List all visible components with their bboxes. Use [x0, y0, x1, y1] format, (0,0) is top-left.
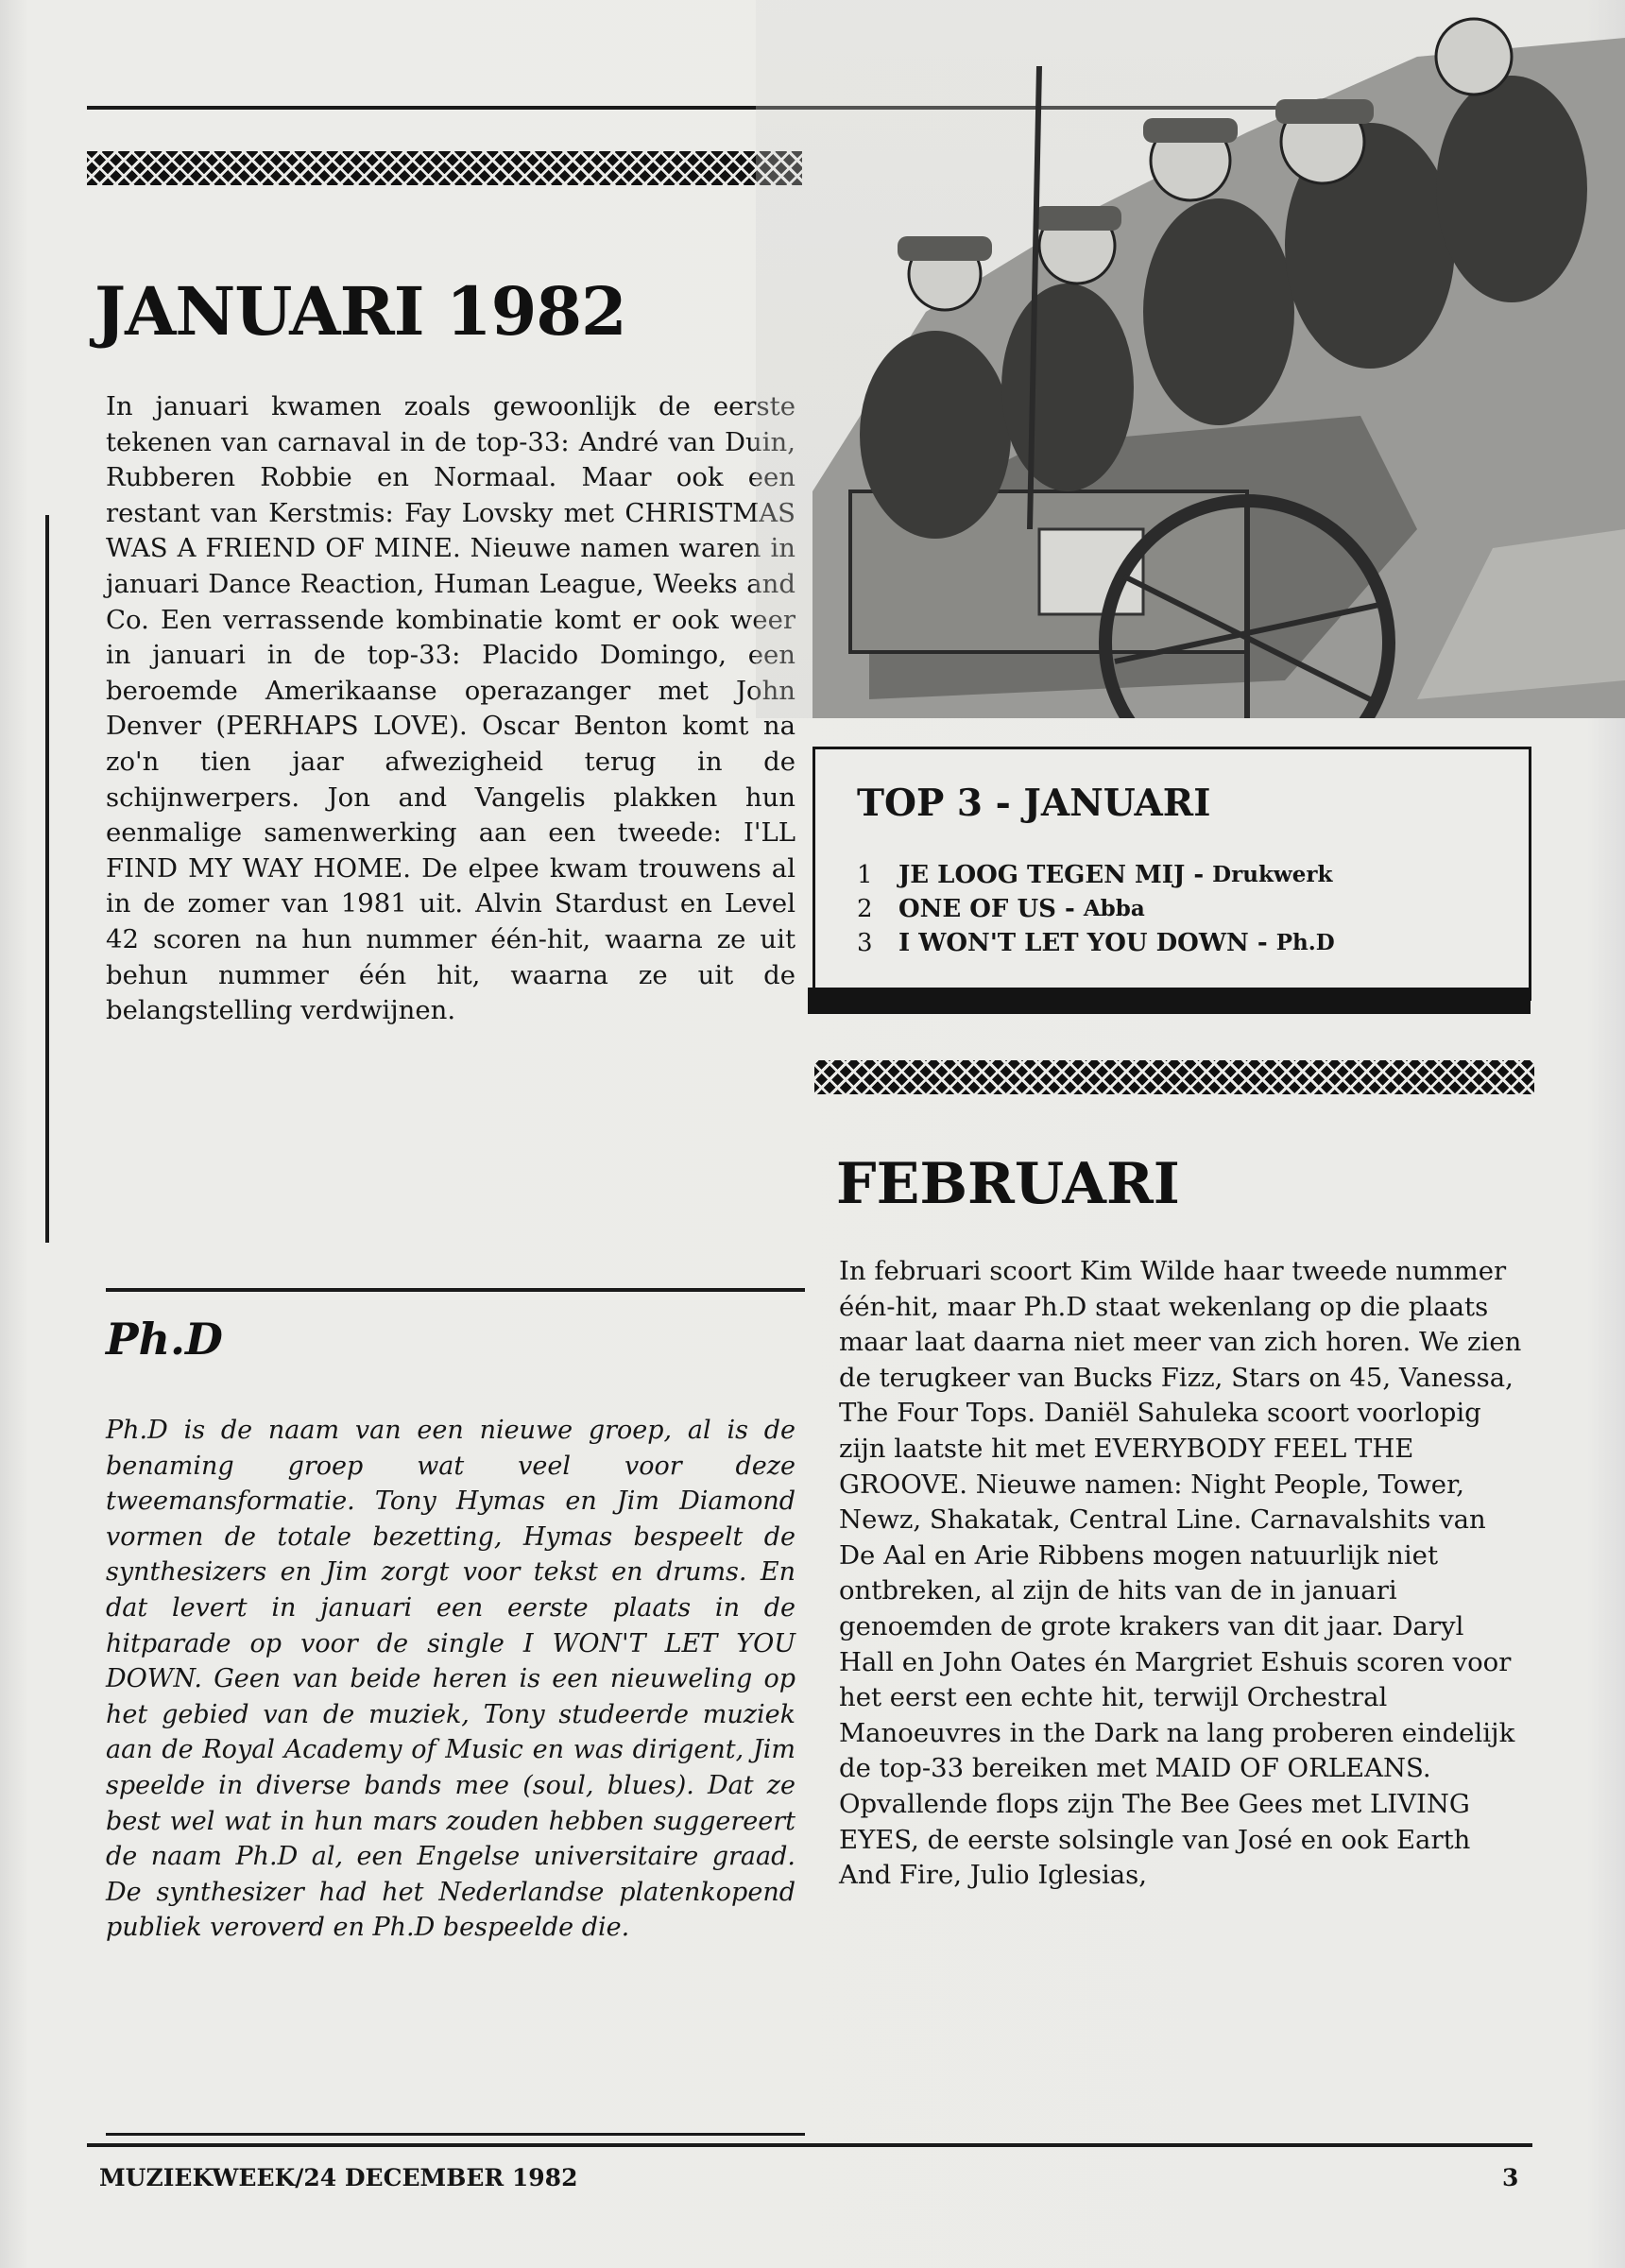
top3-song: JE LOOG TEGEN MIJ	[898, 861, 1186, 889]
top3-rank: 2	[857, 895, 873, 923]
top3-list	[857, 858, 1335, 960]
phd-bottom-rule	[106, 2133, 805, 2136]
band-photo-illustration	[756, 0, 1625, 718]
top3-item	[857, 926, 1335, 960]
top3-artist: Drukwerk	[1212, 862, 1333, 887]
february-body: In februari scoort Kim Wilde haar tweede nummer één-hit, maar Ph.D staat wekenlang op die plaats maar laat daarna niet meer van zich horen. We zien de terugkeer van Bucks Fizz, Stars on 45, Vanessa, The Four Tops. Daniël Sahuleka scoort voorlopig zijn laatste hit met EVERYBODY FEEL THE GROOVE. Nieuwe namen: Night People, Tower, Newz, Shakatak, Central Line. Carnavalshits van De Aal en Arie Ribbens mogen natuurlijk niet ontbreken, al zijn de hits van de in januari genoemden de grote krakers van dit jaar. Daryl Hall en John Oates én Margriet Eshuis scoren voor het eerst een echte hit, terwijl Orchestral Manoeuvres in the Dark na lang proberen eindelijk de top-33 bereiken met MAID OF ORLEANS. Opvallende flops zijn The Bee Gees met LIVING EYES, de eerste solsingle van José en ook Earth And Fire, Julio Iglesias,	[839, 1256, 1522, 1891]
february-title: FEBRUARI	[836, 1151, 1180, 1217]
top3-box	[812, 747, 1531, 1001]
footer-publication: MUZIEKWEEK/24 DECEMBER 1982	[99, 2164, 578, 2191]
phd-title: Ph.D	[106, 1314, 223, 1365]
top3-artist: Ph.D	[1275, 930, 1335, 955]
decorative-border-february	[814, 1060, 1534, 1094]
decorative-border-top	[87, 151, 802, 185]
top3-separator: -	[1248, 929, 1276, 957]
top3-shadow-bar	[808, 988, 1531, 1014]
top3-song: I WON'T LET YOU DOWN	[898, 929, 1249, 957]
top3-rank: 3	[857, 929, 873, 957]
phd-body: Ph.D is de naam van een nieuwe groep, al is de benaming groep wat veel voor deze tweemansformatie. Tony Hymas en Jim Diamond vormen de totale bezetting, Hymas bespeelt de synthesizers en Jim zorgt voor tekst en drums. En dat levert in januari een eerste plaats in de hitparade op voor de single I WON'T LET YOU DOWN. Geen van beide heren is een nieuweling op het gebied van de muziek, Tony studeerde muziek aan de Royal Academy of Music en was dirigent, Jim speelde in diverse bands mee (soul, blues). Dat ze best wel wat in hun mars zouden hebben suggereert de naam Ph.D al, een Engelse universitaire graad. De synthesizer had het Nederlandse platenkopend publiek veroverd en Ph.D bespeelde die.	[106, 1416, 795, 1943]
january-body: In januari kwamen zoals gewoonlijk de eerste tekenen van carnaval in de top-33: André van Duin, Rubberen Robbie en Normaal. Maar ook een restant van Kerstmis: Fay Lovsky met CHRISTMAS WAS A FRIEND OF MINE. Nieuwe namen waren in januari Dance Reaction, Human League, Weeks and Co. Een verrassende kombinatie komt er ook weer in januari in de top-33: Placido Domingo, een beroemde Amerikaanse operazanger met John Denver (PERHAPS LOVE). Oscar Benton komt na zo'n tien jaar afwezigheid terug in de schijnwerpers. Jon and Vangelis plakken hun eenmalige samenwerking aan een tweede: I'LL FIND MY WAY HOME. De elpee kwam trouwens al in de zomer van 1981 uit. Alvin Stardust en Level 42 scoren na hun nummer één-hit, waarna ze uit behun nummer één hit, waarna ze uit de belangstelling verdwijnen.	[106, 391, 795, 1026]
top3-song: ONE OF US	[898, 895, 1056, 923]
footer-rule	[87, 2143, 1532, 2147]
top3-separator: -	[1055, 895, 1084, 923]
top3-artist: Abba	[1083, 896, 1145, 921]
top3-title: TOP 3 - JANUARI	[857, 782, 1211, 825]
january-divider	[106, 1288, 805, 1292]
top3-separator: -	[1185, 861, 1213, 889]
band-photo	[756, 0, 1625, 718]
margin-line	[45, 515, 49, 1243]
footer-page-number: 3	[1502, 2164, 1519, 2191]
top3-item	[857, 892, 1335, 926]
top3-item	[857, 858, 1335, 892]
top3-rank: 1	[857, 861, 873, 889]
january-title: JANUARI 1982	[94, 272, 626, 351]
